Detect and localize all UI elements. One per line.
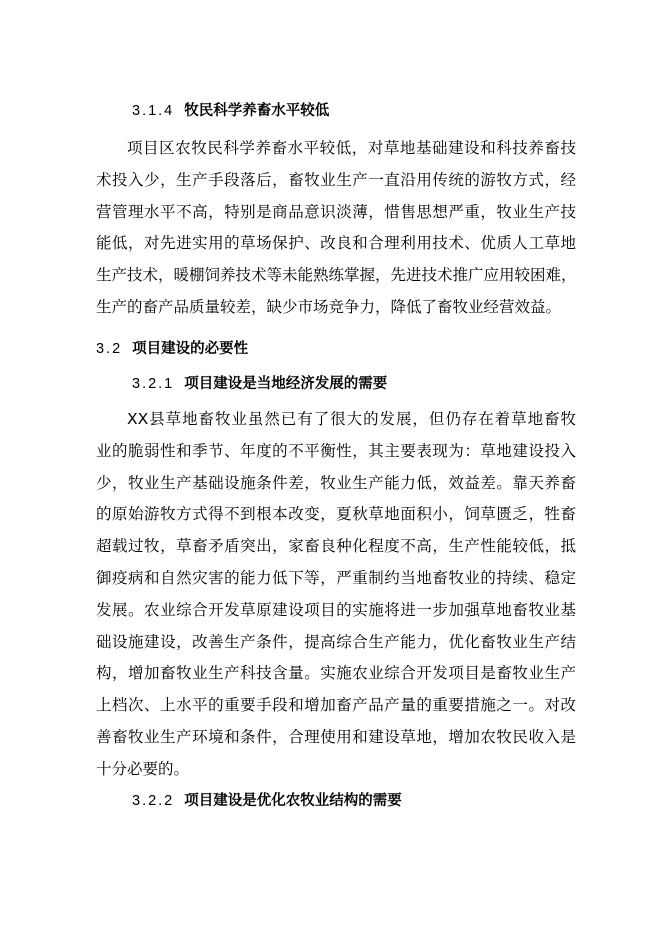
section-number: 3.2.1 — [132, 376, 175, 392]
text-line: 十分必要的。 — [96, 759, 190, 778]
section-title: 牧民科学养畜水平较低 — [184, 103, 330, 119]
section-heading-3-2-2 — [132, 791, 402, 811]
section-title: 项目建设是当地经济发展的需要 — [184, 376, 388, 392]
text-line: 发展。农业综合开发草原建设项目的实施将进一步加强草地畜牧业基 — [96, 600, 576, 619]
text-line: 础设施建设，改善生产条件，提高综合生产能力，优化畜牧业生产结 — [96, 632, 576, 651]
text-line: 上档次、上水平的重要手段和增加畜产品产量的重要措施之一。对改 — [96, 696, 576, 715]
text-line: 构，增加畜牧业生产科技含量。实施农业综合开发项目是畜牧业生产 — [96, 664, 576, 683]
text-line: XX县草地畜牧业虽然已有了很大的发展，但仍存在着草地畜牧 — [127, 410, 576, 428]
section-title: 项目建设的必要性 — [132, 341, 249, 357]
text-line: 营管理水平不高，特别是商品意识淡薄，惜售思想严重，牧业生产技 — [96, 202, 576, 221]
text-line: 善畜牧业生产环境和条件，合理使用和建设草地，增加农牧民收入是 — [96, 727, 576, 746]
paragraph-3-2-1 — [96, 404, 576, 786]
section-number: 3.2 — [96, 341, 123, 357]
section-title: 项目建设是优化农牧业结构的需要 — [184, 793, 402, 809]
text-line: 超载过牧，草畜矛盾突出，家畜良种化程度不高，生产性能较低，抵 — [96, 537, 576, 556]
section-heading-3-2 — [96, 339, 248, 359]
section-heading-3-2-1 — [132, 374, 387, 394]
text-line: 御疫病和自然灾害的能力低下等，严重制约当地畜牧业的持续、稳定 — [96, 568, 576, 587]
text-line: 的原始游牧方式得不到根本改变，夏秋草地面积小，饲草匮乏，牲畜 — [96, 505, 576, 524]
text-line: 项目区农牧民科学养畜水平较低，对草地基础建设和科技养畜技 — [127, 139, 576, 157]
paragraph-3-1-4 — [96, 133, 576, 324]
text-line: 少，牧业生产基础设施条件差，牧业生产能力低，效益差。靠天养畜 — [96, 473, 576, 492]
text-line: 业的脆弱性和季节、年度的不平衡性，其主要表现为：草地建设投入 — [96, 441, 576, 460]
text-line: 能低，对先进实用的草场保护、改良和合理利用技术、优质人工草地 — [96, 234, 576, 253]
text-line: 生产的畜产品质量较差，缺少市场竞争力，降低了畜牧业经营效益。 — [96, 297, 562, 316]
text-line: 术投入少，生产手段落后，畜牧业生产一直沿用传统的游牧方式，经 — [96, 170, 576, 189]
section-number: 3.1.4 — [132, 103, 175, 119]
text-line: 生产技术，暖棚饲养技术等未能熟练掌握，先进技术推广应用较困难， — [96, 266, 577, 285]
section-heading-3-1-4 — [132, 101, 329, 121]
section-number: 3.2.2 — [132, 793, 175, 809]
